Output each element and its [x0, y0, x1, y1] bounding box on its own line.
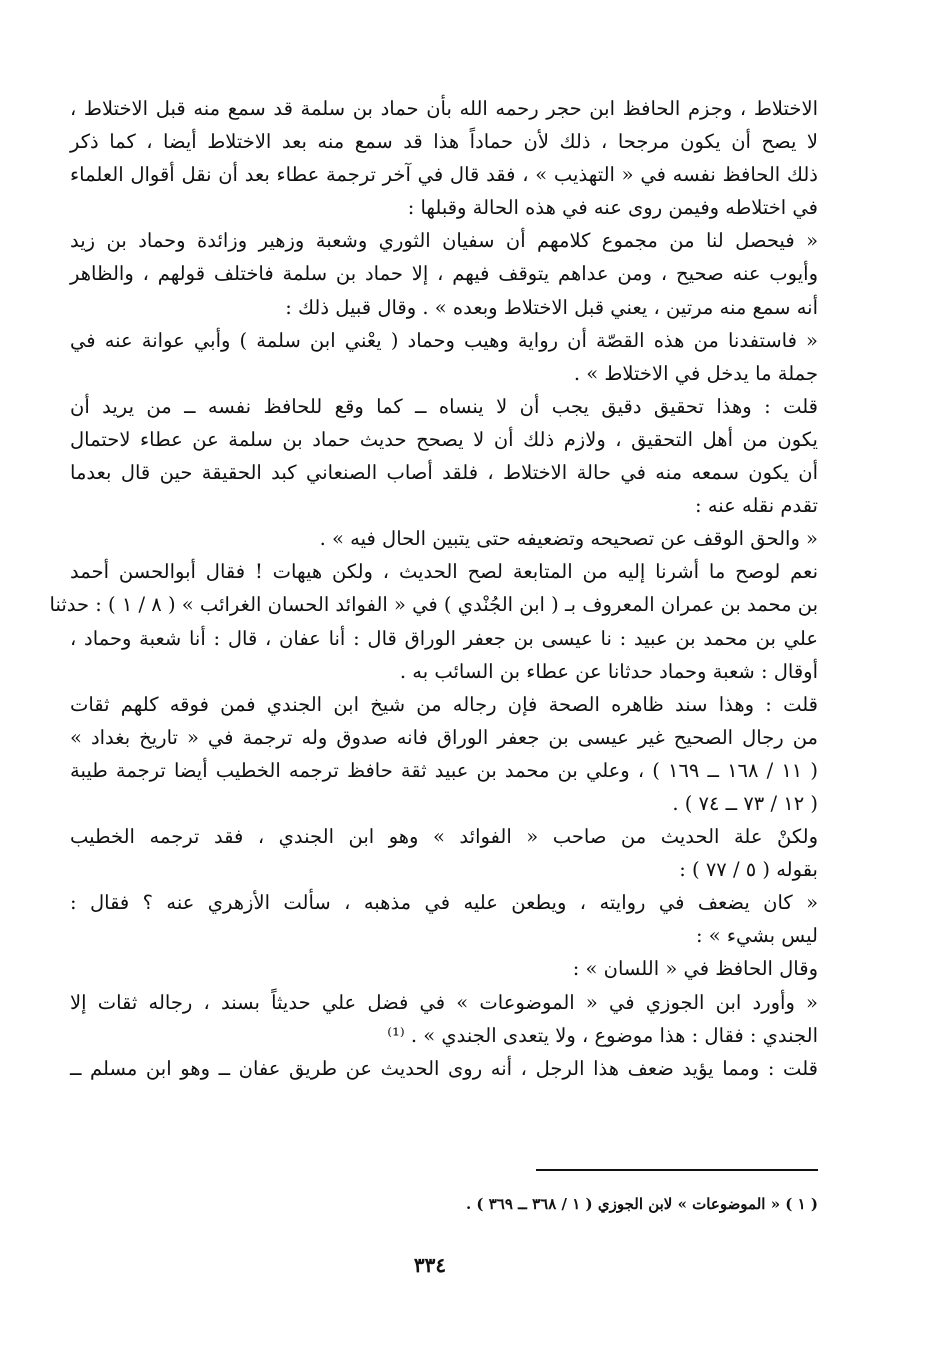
footnote: ( ١ ) « الموضوعات » لابن الجوزي ( ١ / ٣٦٨ ــ ٣٦٩ ) . — [465, 1195, 818, 1213]
text-line: بقوله ( ٥ / ٧٧ ) : — [679, 858, 818, 882]
text-line: لا يصح أن يكون مرجحا ، ذلك لأن حماداً هذا قد سمع منه بعد الاختلاط أيضا ، كما ذكر — [70, 130, 818, 154]
text-line: ذلك الحافظ نفسه في « التهذيب » ، فقد قال في آخر ترجمة عطاء بعد أن نقل أقوال العلماء — [70, 163, 818, 187]
text-line: « فيحصل لنا من مجموع كلامهم أن سفيان الثوري وشعبة وزهير وزائدة وحماد بن زيد — [70, 229, 818, 253]
text-line: جملة ما يدخل في الاختلاط » . — [573, 361, 818, 385]
text-line: أنه سمع منه مرتين ، يعني قبل الاختلاط وبعده » . وقال قبيل ذلك : — [285, 295, 818, 319]
text-line: في اختلاطه وفيمن روى عنه في هذه الحالة وقبلها : — [407, 196, 818, 220]
text-line: ليس بشيء » : — [695, 924, 818, 948]
text-line: تقدم نقله عنه : — [695, 494, 818, 518]
text-line: الجندي : فقال : هذا موضوع ، ولا يتعدى الجندي » . ⁽¹⁾ — [387, 1023, 818, 1047]
text-line: نعم لوصح ما أشرنا إليه من المتابعة لصح الحديث ، ولكن هيهات ! فقال أبوالحسن أحمد — [70, 560, 818, 584]
text-line: أن يكون سمعه منه في حالة الاختلاط ، فلقد أصاب الصنعاني كبد الحقيقة حين قال بعدما — [70, 461, 818, 485]
text-line: ( ١٢ / ٧٣ ــ ٧٤ ) . — [672, 791, 818, 815]
text-line: ( ١١ / ١٦٨ ــ ١٦٩ ) ، وعلي بن محمد بن عبيد ثقة حافظ ترجمه الخطيب أيضا ترجمة طيبة — [70, 758, 818, 782]
page-number: ٣٣٤ — [413, 1253, 447, 1277]
text-line: « وأورد ابن الجوزي في « الموضوعات » في فضل علي حديثاً بسند ، رجاله ثقات إلا — [70, 990, 818, 1014]
text-line: قلت : وهذا سند ظاهره الصحة فإن رجاله من شيخ ابن الجندي فمن فوقه كلهم ثقات — [70, 692, 818, 716]
text-line: وأيوب عنه صحيح ، ومن عداهم يتوقف فيهم ، إلا حماد بن سلمة فاختلف قولهم ، والظاهر — [70, 262, 818, 286]
text-line: « كان يضعف في روايته ، ويطعن عليه في مذهبه ، سألت الأزهري عنه ؟ فقال : — [70, 891, 818, 915]
text-line: قلت : وهذا تحقيق دقيق يجب أن لا ينساه ــ كما وقع للحافظ نفسه ــ من يريد أن — [70, 394, 818, 418]
footnote-divider — [536, 1169, 818, 1171]
text-line: علي بن محمد بن عبيد : نا عيسى بن جعفر الوراق قال : أنا عفان ، قال : أنا شعبة وحماد ، — [70, 626, 818, 650]
text-line: بن محمد بن عمران المعروف بـ ( ابن الجُنْدي ) في « الفوائد الحسان الغرائب » ( ٨ / ١ ) : حدثنا — [49, 593, 818, 617]
text-line: أوقال : شعبة وحماد حدثانا عن عطاء بن السائب به . — [399, 659, 818, 683]
text-line: يكون من أهل التحقيق ، ولازم ذلك أن لا يصحح حديث حماد بن سلمة عن عطاء لاحتمال — [70, 427, 818, 451]
text-line: ولكنْ علة الحديث من صاحب « الفوائد » وهو ابن الجندي ، فقد ترجمه الخطيب — [70, 825, 818, 849]
text-line: الاختلاط ، وجزم الحافظ ابن حجر رحمه الله بأن حماد بن سلمة قد سمع منه قبل الاختلاط ، — [70, 97, 818, 120]
main-text — [49, 92, 818, 1085]
text-line: وقال الحافظ في « اللسان » : — [572, 957, 818, 981]
text-line: قلت : ومما يؤيد ضعف هذا الرجل ، أنه روى الحديث عن طريق عفان ــ وهو ابن مسلم ــ — [70, 1056, 818, 1080]
text-line: « فاستفدنا من هذه القصّة أن رواية وهيب وحماد ( يعْني ابن سلمة ) وأبي عوانة عنه في — [70, 328, 818, 352]
text-line: من رجال الصحيح غير عيسى بن جعفر الوراق فانه صدوق وله ترجمة في « تاريخ بغداد » — [70, 725, 818, 749]
text-line: « والحق الوقف عن تصحيحه وتضعيفه حتى يتبين الحال فيه » . — [319, 527, 818, 551]
